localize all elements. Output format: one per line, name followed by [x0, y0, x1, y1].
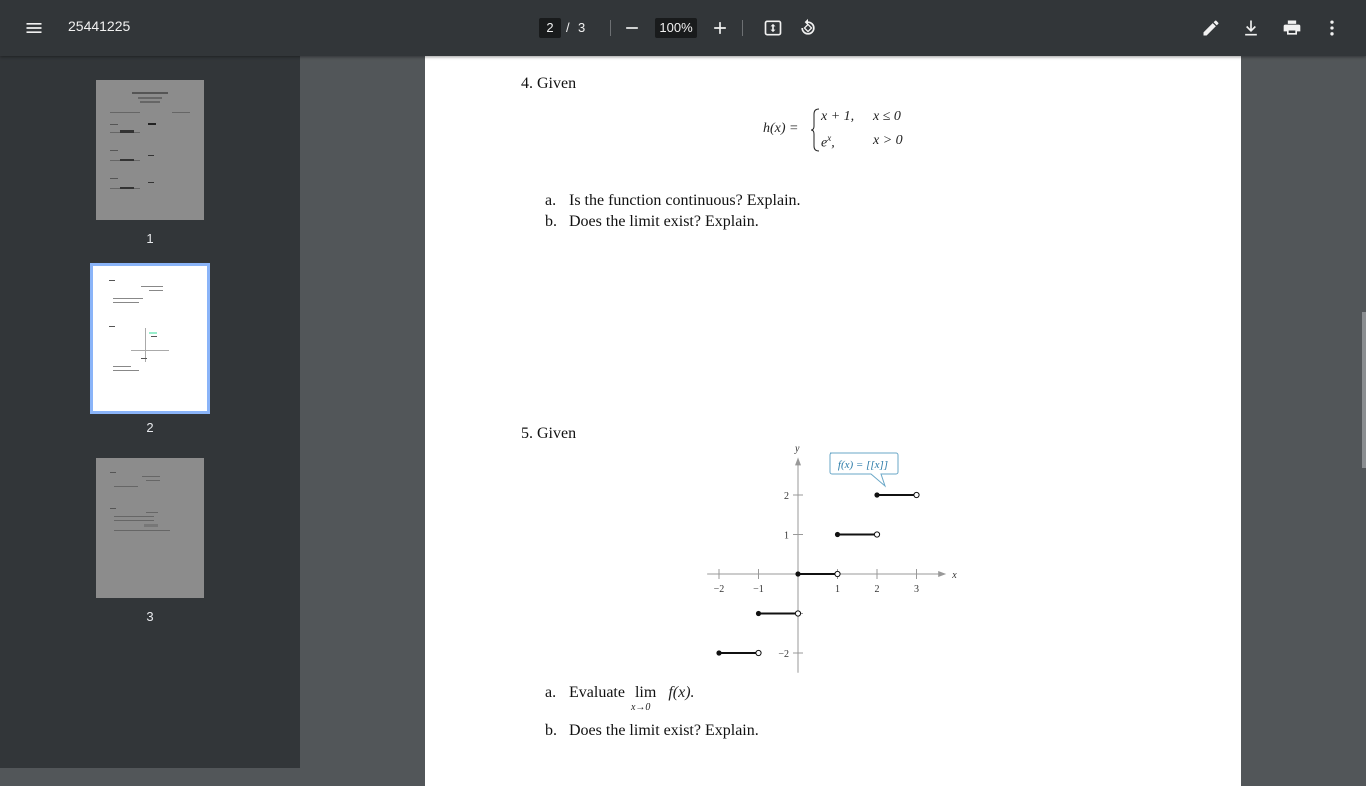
- part-label: a.: [545, 192, 557, 209]
- x-tick-label: 3: [914, 584, 919, 595]
- open-endpoint: [914, 492, 919, 497]
- fit-page-button[interactable]: [757, 12, 789, 44]
- divider: [742, 20, 743, 36]
- open-endpoint: [835, 571, 840, 576]
- closed-endpoint: [716, 650, 721, 655]
- limit-expression: [630, 684, 657, 713]
- function-lhs: h(x) =: [763, 121, 799, 136]
- brace-icon: [811, 108, 821, 152]
- page-total: 3: [578, 20, 586, 35]
- question-4-part-a: [545, 192, 801, 210]
- question-5-part-b: [545, 722, 759, 740]
- case-2-exponent: x: [827, 133, 832, 143]
- case-2-condition: x > 0: [873, 133, 903, 148]
- y-tick-label: −2: [778, 649, 789, 660]
- x-tick-label: −1: [753, 584, 764, 595]
- limit-operator: lim: [634, 684, 657, 701]
- divider: [610, 20, 611, 36]
- print-icon[interactable]: [1276, 12, 1308, 44]
- step-function-graph: [695, 446, 965, 676]
- x-tick-label: 1: [835, 584, 840, 595]
- part-label: b.: [545, 213, 557, 230]
- thumbnail-label: 2: [146, 420, 154, 435]
- thumbnail-preview: [93, 266, 207, 411]
- x-axis-label: x: [952, 570, 957, 581]
- limit-subscript: x→0: [630, 702, 651, 713]
- thumbnail-preview: [96, 458, 204, 598]
- zoom-input[interactable]: 100%: [655, 18, 697, 38]
- part-text: Does the limit exist? Explain.: [569, 722, 759, 739]
- scrollbar[interactable]: [1362, 312, 1366, 468]
- y-axis-label: y: [795, 446, 800, 455]
- limit-function: f(x).: [668, 684, 695, 701]
- part-label: b.: [545, 722, 557, 739]
- open-endpoint: [756, 650, 761, 655]
- question-5-part-a: [545, 684, 695, 713]
- case-2-comma: ,: [831, 135, 835, 151]
- thumbnail-label: 3: [146, 609, 154, 624]
- more-options-icon[interactable]: [1316, 12, 1348, 44]
- question-4-part-b: [545, 213, 759, 231]
- zoom-in-button[interactable]: [704, 12, 736, 44]
- part-text: Is the function continuous? Explain.: [569, 192, 801, 209]
- case-1-expression: x + 1,: [821, 109, 855, 124]
- closed-endpoint: [874, 492, 879, 497]
- open-endpoint: [874, 532, 879, 537]
- rotate-icon[interactable]: [792, 12, 824, 44]
- x-tick-label: −2: [713, 584, 725, 595]
- open-endpoint: [795, 611, 800, 616]
- pdf-page: [425, 56, 1241, 786]
- part-label: a.: [545, 684, 557, 701]
- menu-icon[interactable]: [18, 12, 50, 44]
- download-icon[interactable]: [1235, 12, 1267, 44]
- pdf-toolbar: [0, 0, 1366, 56]
- zoom-out-button[interactable]: [616, 12, 648, 44]
- question-5-title: 5. Given: [521, 425, 577, 442]
- y-tick-label: 1: [784, 530, 789, 542]
- thumbnail-label: 1: [146, 231, 154, 246]
- closed-endpoint: [835, 532, 840, 537]
- page-separator: /: [566, 20, 570, 35]
- closed-endpoint: [795, 571, 800, 576]
- part-text: Evaluate: [569, 684, 625, 701]
- y-tick-label: 2: [784, 491, 789, 502]
- x-tick-label: 2: [874, 584, 880, 595]
- y-axis-arrow: [795, 457, 801, 465]
- part-text: Does the limit exist? Explain.: [569, 213, 759, 230]
- case-1-condition: x ≤ 0: [873, 109, 901, 124]
- x-axis-arrow: [938, 571, 946, 577]
- piecewise-function: [763, 108, 923, 154]
- case-2-expression: [821, 133, 835, 152]
- thumbnail-page-1[interactable]: [96, 80, 204, 220]
- page-number-input[interactable]: 2: [539, 18, 561, 38]
- annotate-pen-icon[interactable]: [1195, 12, 1227, 44]
- thumbnail-preview: [96, 80, 204, 220]
- case-2-base: e: [821, 135, 828, 151]
- thumbnail-sidebar: [0, 56, 300, 768]
- closed-endpoint: [756, 611, 761, 616]
- thumbnail-page-3[interactable]: [96, 458, 204, 598]
- graph-callout-label: f(x) = [[x]]: [837, 459, 889, 471]
- document-title: 25441225: [68, 18, 131, 34]
- question-4-title: 4. Given: [521, 75, 577, 92]
- thumbnail-page-2[interactable]: [90, 263, 210, 414]
